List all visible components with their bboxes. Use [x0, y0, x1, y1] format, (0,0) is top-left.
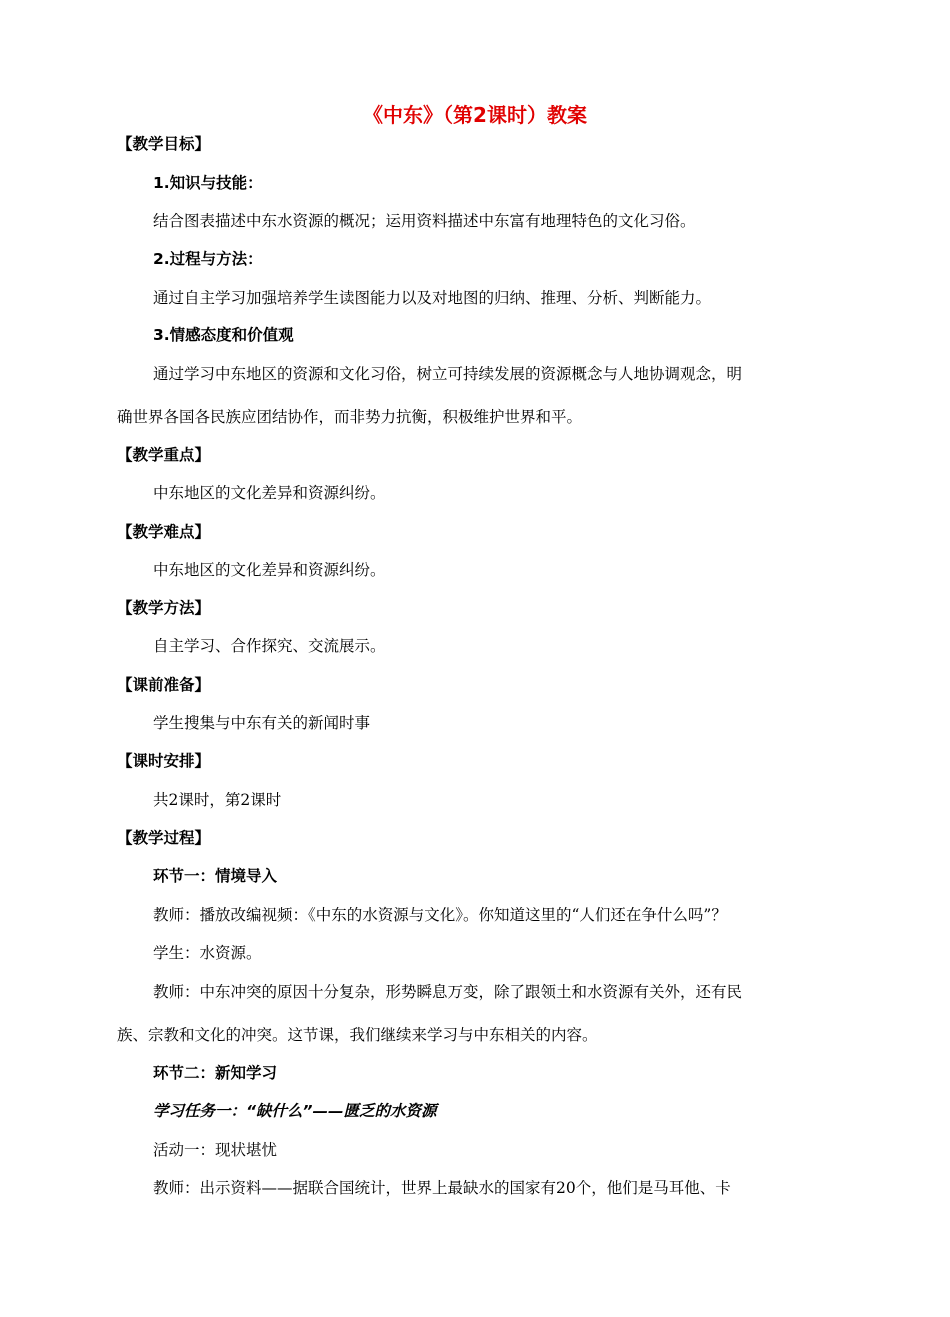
objective-1-text: 结合图表描述中东水资源的概况；运用资料描述中东富有地理特色的文化习俗。: [153, 212, 696, 230]
teaching-method-text: 自主学习、合作探究、交流展示。: [153, 637, 386, 655]
objective-1-heading: 1.知识与技能：: [153, 174, 263, 192]
step-1-teacher-text: 教师：播放改编视频：《中东的水资源与文化》。你知道这里的“人们还在争什么吗”？: [153, 906, 727, 924]
document-title: 《中东》（第2课时）教案: [363, 103, 587, 127]
task-1-heading: 学习任务一：“缺什么”——匮乏的水资源: [153, 1102, 437, 1120]
key-points-text: 中东地区的文化差异和资源纠纷。: [153, 484, 386, 502]
objective-3-text-line1: 通过学习中东地区的资源和文化习俗，树立可持续发展的资源概念与人地协调观念，明: [153, 365, 743, 383]
step-2-heading: 环节二：新知学习: [153, 1064, 278, 1082]
key-points-heading: 【教学重点】: [117, 446, 211, 464]
preparation-text: 学生搜集与中东有关的新闻时事: [153, 714, 371, 732]
step-1-teacher-text-2-line1: 教师：中东冲突的原因十分复杂，形势瞬息万变，除了跟领土和水资源有关外，还有民: [153, 983, 743, 1001]
activity-1-teacher-text: 教师：出示资料——据联合国统计，世界上最缺水的国家有20个，他们是马耳他、卡: [153, 1179, 731, 1197]
objective-3-text-line2: 确世界各国各民族应团结协作，而非势力抗衡，积极维护世界和平。: [117, 408, 583, 426]
objective-2-text: 通过自主学习加强培养学生读图能力以及对地图的归纳、推理、分析、判断能力。: [153, 289, 712, 307]
difficult-points-text: 中东地区的文化差异和资源纠纷。: [153, 561, 386, 579]
preparation-heading: 【课前准备】: [117, 676, 211, 694]
teaching-method-heading: 【教学方法】: [117, 599, 211, 617]
step-1-teacher-text-2-line2: 族、宗教和文化的冲突。这节课，我们继续来学习与中东相关的内容。: [117, 1026, 598, 1044]
process-heading: 【教学过程】: [117, 829, 211, 847]
objectives-heading: 【教学目标】: [117, 135, 211, 153]
difficult-points-heading: 【教学难点】: [117, 523, 211, 541]
step-1-heading: 环节一：情境导入: [153, 867, 278, 885]
step-1-student-text: 学生：水资源。: [153, 944, 262, 962]
schedule-text: 共2课时，第2课时: [153, 791, 282, 809]
objective-3-heading: 3.情感态度和价值观: [153, 326, 294, 344]
activity-1-heading: 活动一：现状堪忧: [153, 1141, 278, 1159]
schedule-heading: 【课时安排】: [117, 752, 211, 770]
objective-2-heading: 2.过程与方法：: [153, 250, 263, 268]
